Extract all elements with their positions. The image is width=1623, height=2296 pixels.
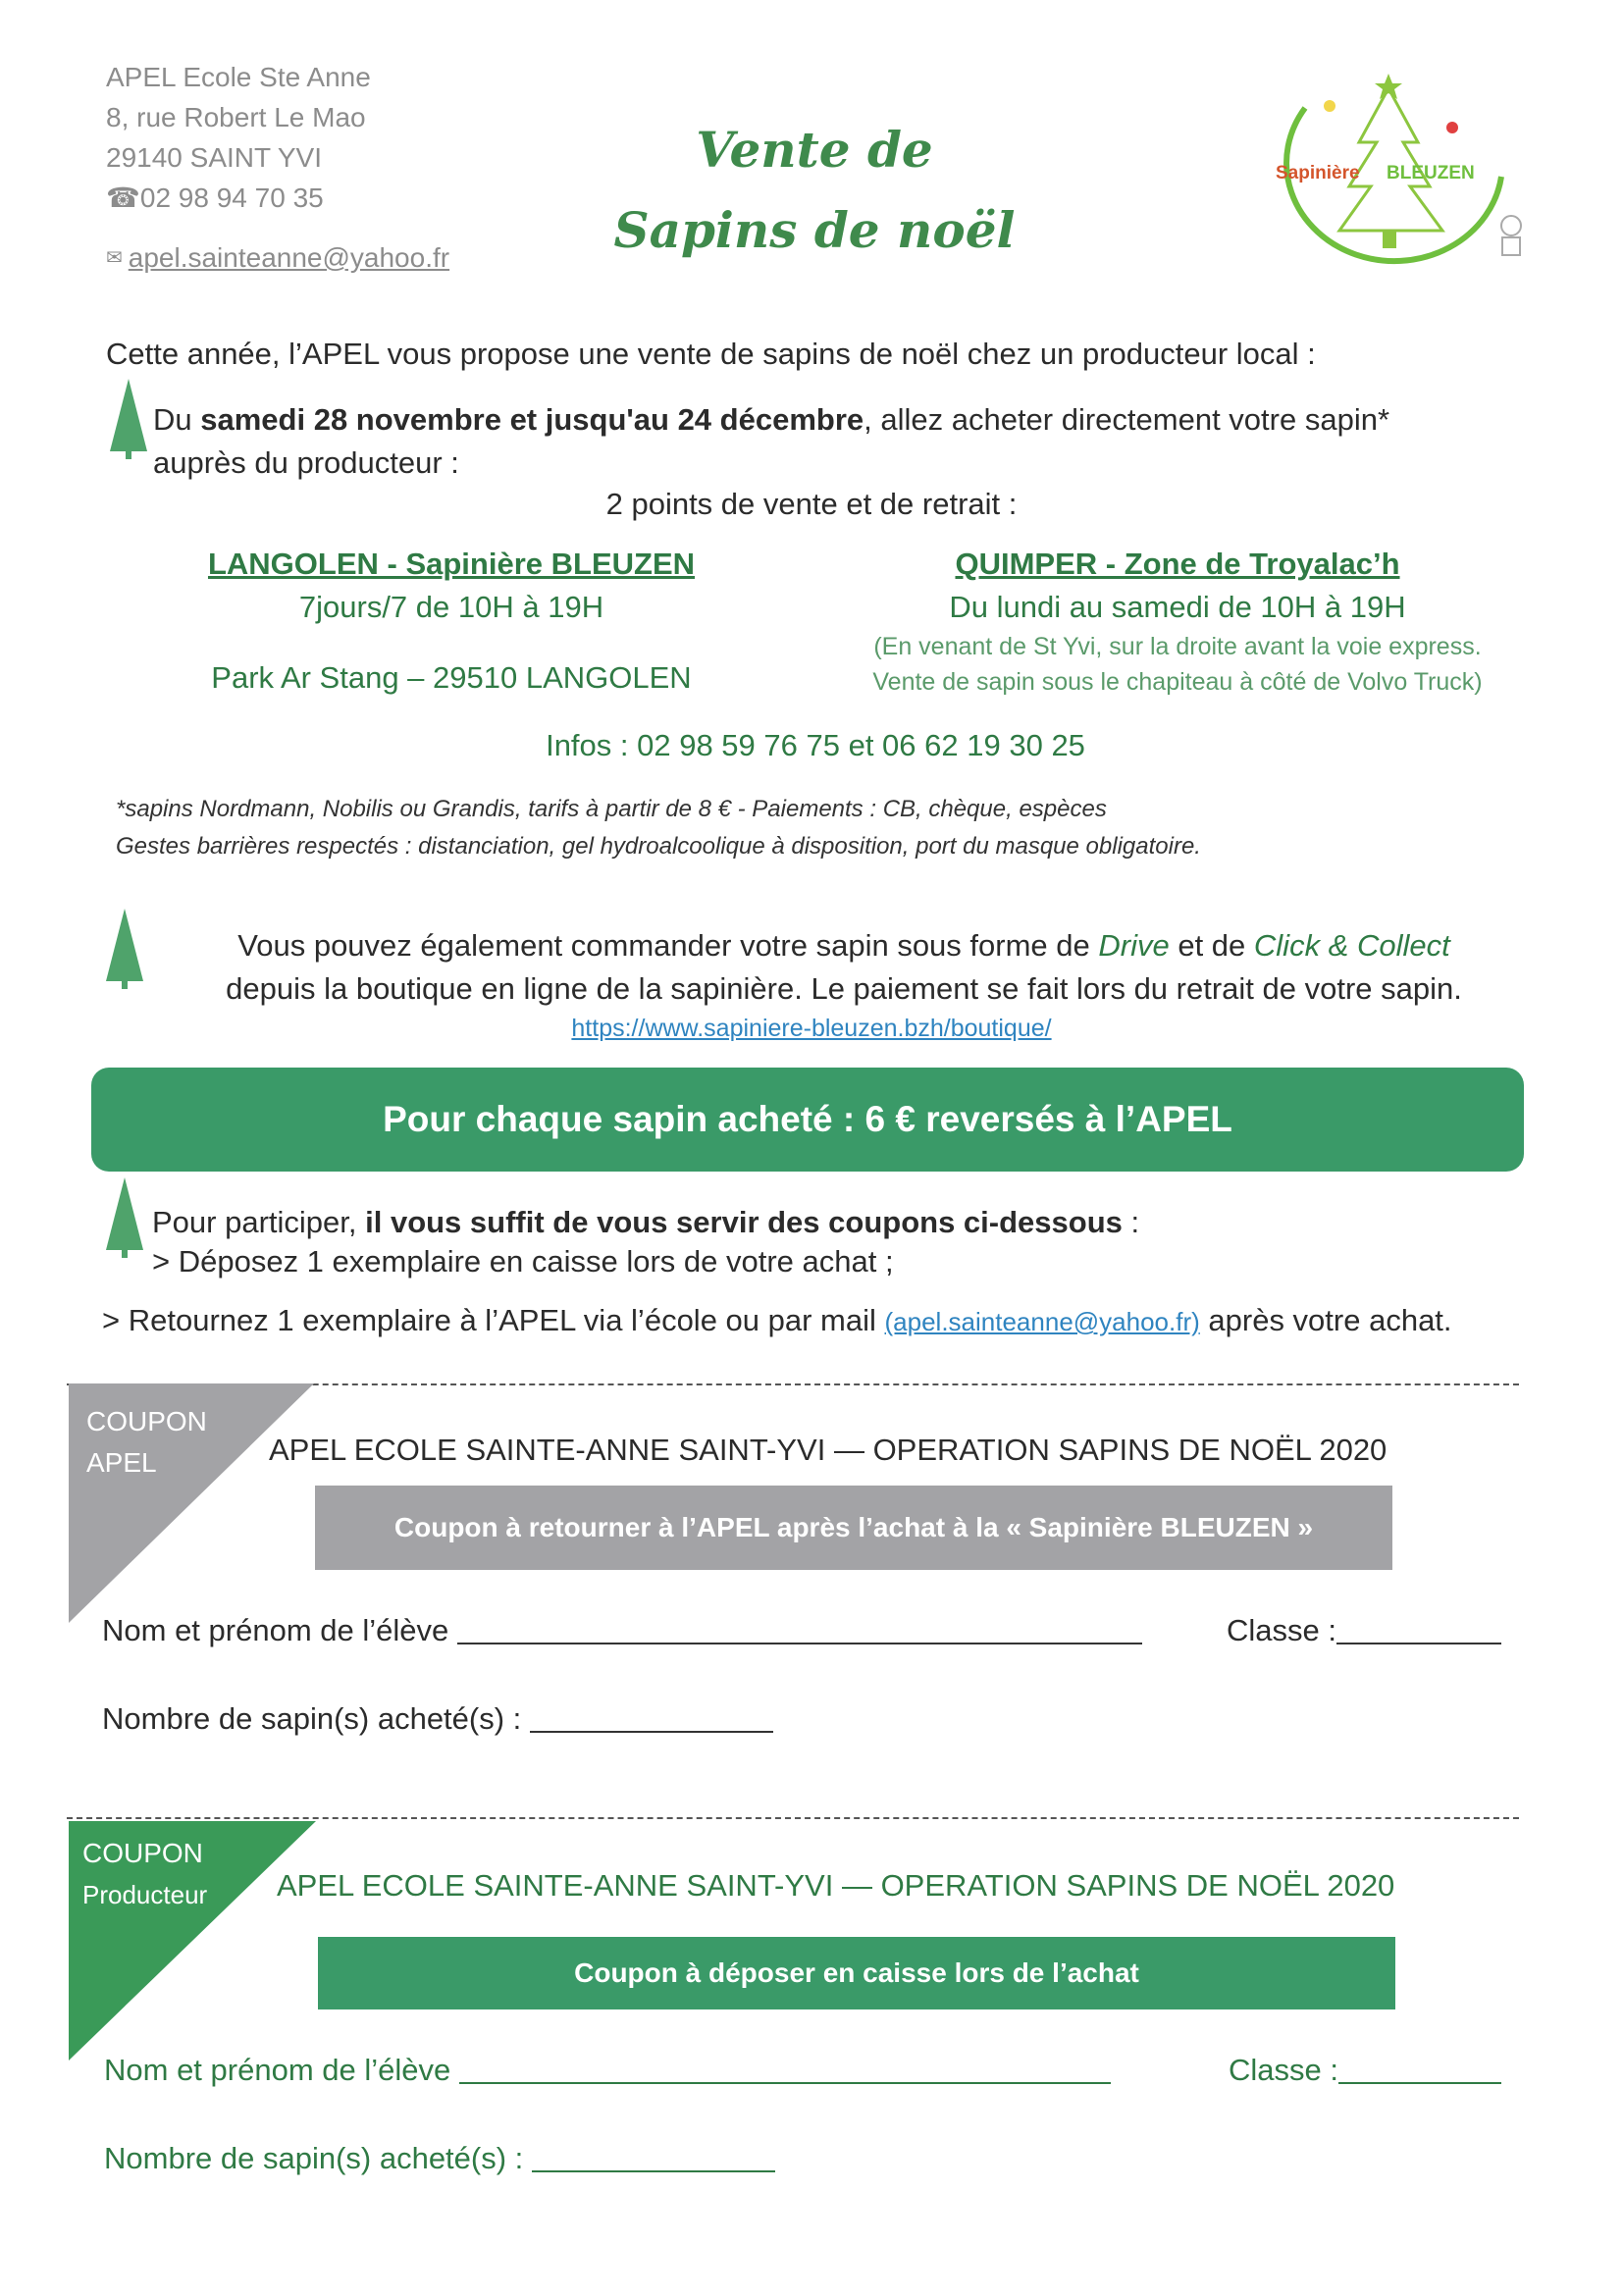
step2-email-link[interactable]: (apel.sainteanne@yahoo.fr) [884,1307,1200,1336]
coupon-prod-title: APEL ECOLE SAINTE-ANNE SAINT-YVI — OPERATION SAPINS DE NOËL 2020 [277,1868,1395,1903]
location-note-1: (En venant de St Yvi, sur la droite avant la voie express. [873,633,1482,660]
paragraph-participate [152,1201,1139,1244]
coupon-prod-bar: Coupon à déposer en caisse lors de l’achat [318,1937,1395,2009]
step2-b: après votre achat. [1199,1303,1452,1337]
coupon-apel-class-field[interactable] [1227,1613,1501,1648]
step2-a: > Retournez 1 exemplaire à l’APEL via l’école ou par mail [102,1303,885,1337]
sender-phone: ☎02 98 94 70 35 [106,183,324,213]
title-line-2: Sapins de noël [613,201,1016,259]
name-label: Nom et prénom de l’élève [104,2053,451,2087]
tree-bullet-icon [106,377,151,459]
sapiniere-logo [1261,69,1545,285]
p3-a: Pour participer, [152,1205,366,1239]
class-blank[interactable] [1338,2082,1501,2084]
step-deposit: > Déposez 1 exemplaire en caisse lors de votre achat ; [152,1244,894,1278]
coupon-prod-class-field[interactable] [1229,2053,1501,2088]
p2-drive: Drive [1098,928,1170,963]
sender-email-row [106,237,449,279]
step-return [102,1303,1452,1338]
location-hours: Du lundi au samedi de 10H à 19H [949,590,1406,624]
coupon-prod-label [82,1833,207,1915]
envelope-icon: ✉ [106,247,123,269]
name-blank[interactable] [457,1643,1142,1644]
sender-street: 8, rue Robert Le Mao [106,102,366,132]
p1-line2: auprès du producteur : [153,445,459,480]
class-blank[interactable] [1336,1643,1501,1644]
location-langolen [157,543,746,700]
coupon-apel-name-field[interactable] [102,1613,1142,1648]
corner-line-2: APEL [86,1447,157,1478]
p2-click: Click & Collect [1253,928,1450,963]
p1-before: Du [153,402,201,437]
corner-line-1: COUPON [86,1406,207,1436]
logo-text-b: BLEUZEN [1387,163,1475,183]
sender-name: APEL Ecole Ste Anne [106,62,371,92]
location-note-2: Vente de sapin sous le chapiteau à côté de Volvo Truck) [872,668,1483,696]
location-title: LANGOLEN - Sapinière BLEUZEN [207,547,696,581]
coupon-apel-bar: Coupon à retourner à l’APEL après l’achat à la « Sapinière BLEUZEN » [315,1486,1392,1570]
fine-print-1: *sapins Nordmann, Nobilis ou Grandis, tarifs à partir de 8 € - Paiements : CB, chèque, espèces [116,796,1107,822]
tree-bullet-icon [102,1175,147,1258]
cut-line [67,1817,1519,1819]
count-label: Nombre de sapin(s) acheté(s) : [102,1701,522,1736]
corner-line-1: COUPON [82,1838,203,1868]
class-label: Classe : [1229,2053,1338,2087]
paragraph-drive [147,924,1541,1011]
location-title: QUIMPER - Zone de Troyalac’h [955,547,1400,581]
count-blank[interactable] [532,2170,775,2172]
p2-b: et de [1169,928,1254,963]
tree-bullet-icon [102,907,147,989]
location-quimper [805,543,1550,700]
intro-text: Cette année, l’APEL vous propose une vente de sapins de noël chez un producteur local : [106,337,1316,371]
p2-a: Vous pouvez également commander votre sapin sous forme de [237,928,1099,963]
fine-print-2: Gestes barrières respectés : distanciation, gel hydroalcoolique à disposition, port du masque obligatoire. [116,833,1201,860]
sender-city: 29140 SAINT YVI [106,142,322,173]
sender-address [106,57,449,279]
sender-email-link[interactable]: apel.sainteanne@yahoo.fr [128,242,450,273]
name-blank[interactable] [459,2082,1111,2084]
p1-dates: samedi 28 novembre et jusqu'au 24 décembre [200,402,864,437]
coupon-apel-label [86,1401,207,1484]
logo-text-a: Sapinière [1276,163,1360,183]
title-line-1: Vente de [696,121,933,179]
p3-b: : [1122,1205,1140,1239]
name-label: Nom et prénom de l’élève [102,1613,449,1647]
p1-after: , allez acheter directement votre sapin* [864,402,1390,437]
page-title [550,110,1079,271]
p2-line2: depuis la boutique en ligne de la sapinière. Le paiement se fait lors du retrait de votre sapin. [226,971,1462,1006]
location-hours: 7jours/7 de 10H à 19H [298,590,604,624]
logo-tree-icon [1339,88,1442,231]
paragraph-dates [153,398,1527,485]
fine-print [116,791,1201,865]
coupon-apel-count-field[interactable] [102,1701,773,1737]
donation-banner: Pour chaque sapin acheté : 6 € reversés à l’APEL [91,1068,1524,1172]
coupon-prod-count-field[interactable] [104,2141,775,2176]
shop-link[interactable]: https://www.sapiniere-bleuzen.bzh/boutique/ [571,1015,1052,1042]
points-heading: 2 points de vente et de retrait : [605,487,1018,521]
location-address: Park Ar Stang – 29510 LANGOLEN [211,660,692,695]
p3-bold: il vous suffit de vous servir des coupons ci-dessous [365,1205,1123,1239]
coupon-apel-title: APEL ECOLE SAINTE-ANNE SAINT-YVI — OPERATION SAPINS DE NOËL 2020 [269,1433,1387,1467]
corner-line-2: Producteur [82,1880,208,1909]
infos-phone: Infos : 02 98 59 76 75 et 06 62 19 30 25 [546,728,1085,762]
coupon-prod-name-field[interactable] [104,2053,1111,2088]
count-blank[interactable] [530,1731,773,1733]
count-label: Nombre de sapin(s) acheté(s) : [104,2141,524,2175]
class-label: Classe : [1227,1613,1336,1647]
